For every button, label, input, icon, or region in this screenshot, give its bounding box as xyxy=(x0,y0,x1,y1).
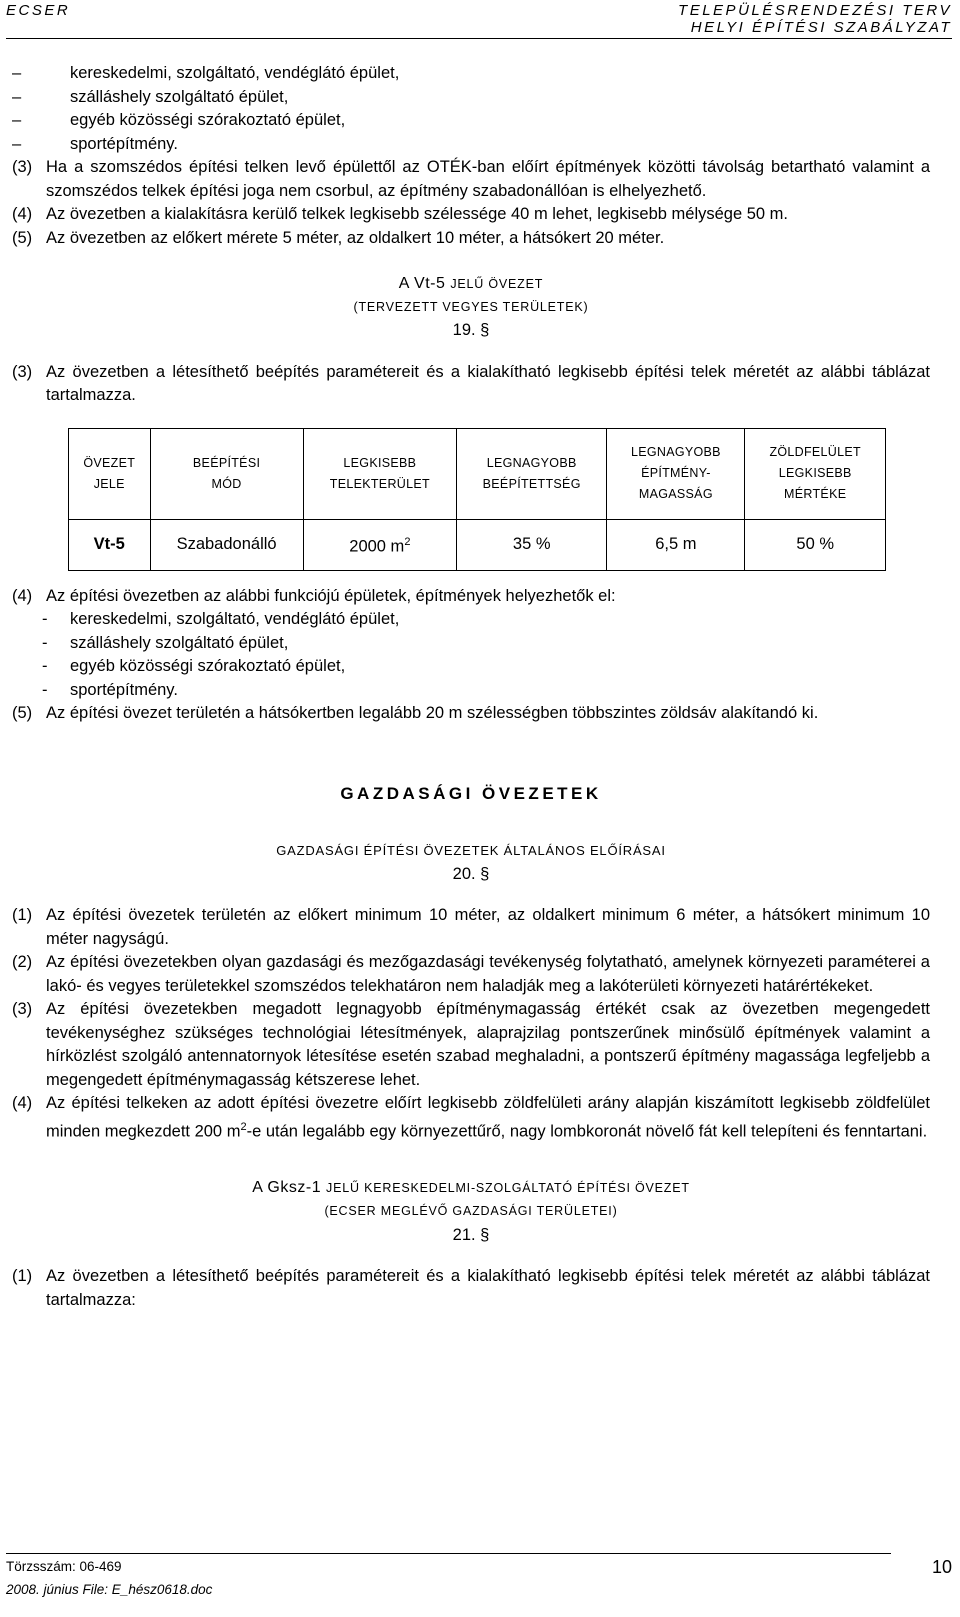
gazd-section-title: GAZDASÁGI ÖVEZETEK xyxy=(340,783,602,803)
list-item: - szálláshely szolgáltató épület, xyxy=(12,632,930,656)
paragraph-text: Az építési övezetben az alábbi funkciójú épületek, építmények helyezhetők el: xyxy=(46,586,616,605)
table-cell-height: 6,5 m xyxy=(607,519,745,570)
footer-file-info: 2008. június File: E_hész0618.doc xyxy=(6,1582,213,1597)
list-item: - kereskedelmi, szolgáltató, vendéglátó épület, xyxy=(12,608,930,632)
list-item: – sportépítmény. xyxy=(12,133,930,157)
header-right-line1: TELEPÜLÉSRENDEZÉSI TERV xyxy=(678,2,952,19)
paragraph xyxy=(12,1092,930,1144)
paragraph-number: (4) xyxy=(12,586,33,605)
table-cell-area: 2000 $m^2$ xyxy=(303,519,456,570)
table-header-cell: LEGNAGYOBB ÉPÍTMÉNY- MAGASSÁG xyxy=(607,428,745,519)
page-header xyxy=(6,0,952,40)
page-number: 10 xyxy=(931,1557,952,1577)
paragraph-text: Az építési övezetekben olyan gazdasági és mezőgazdasági tevékenység folytatható, amelynek környezeti paraméterei a lakó- és vegyes területekkel szomszédos telekhatáron nem haladják meg a lakóterületi környezeti határértékeket. xyxy=(46,953,930,995)
gksz-section-number: 21. § xyxy=(452,1225,490,1244)
gksz-subtitle: (ECSER MEGLÉVŐ GAZDASÁGI TERÜLETEI) xyxy=(324,1204,618,1218)
paragraph-number: (3) xyxy=(12,362,33,381)
intro-list xyxy=(12,62,930,156)
header-left: ECSER xyxy=(6,2,71,19)
footer-file-number: Törzsszám: 06-469 xyxy=(6,1559,122,1574)
paragraph-number: (4) xyxy=(12,1094,33,1112)
paragraph xyxy=(12,156,930,203)
paragraph-text: Az övezetben az előkert mérete 5 méter, az oldalkert 10 méter, a hátsókert 20 méter. xyxy=(46,228,665,247)
paragraph xyxy=(12,702,930,726)
table-header-row xyxy=(69,428,886,519)
vt5-subtitle: (TERVEZETT VEGYES TERÜLETEK) xyxy=(353,299,589,314)
table-header-cell: BEÉPÍTÉSI MÓD xyxy=(150,428,303,519)
table-cell-zone: Vt-5 xyxy=(69,519,151,570)
gksz-title-main: A Gksz-1 xyxy=(252,1178,327,1196)
paragraph-text: Az építési övezetekben megadott legnagyobb építménymagasság értékét csak az övezetben megengedett tevékenységhez szükséges technológiai létesítmények, alaprajzilag pontszerűnek minősülő építmények valamint a hírközlést szolgáló antennatornyok létesítése esetén szabad meghaladni, a pontszerű építmény magassága legfeljebb a megengedett építménymagasság kétszerese lehet. xyxy=(46,1000,930,1089)
paragraph-number: (1) xyxy=(12,906,33,924)
paragraph-text: Ha a szomszédos építési telken levő épülettől az OTÉK-ban előírt építmények közötti távolság betartható valamint a szomszédos telkek építési joga nem csorbul, az építmény szabadonállóan is elhelyezhető. xyxy=(46,158,930,200)
paragraph xyxy=(12,227,930,251)
paragraph xyxy=(12,1265,930,1312)
document-body xyxy=(12,62,930,1312)
paragraph-text: Az építési övezet területén a hátsókertben legalább 20 m szélességben többszintes zöldsáv alakítandó ki. xyxy=(46,704,819,722)
paragraph-number: (1) xyxy=(12,1267,33,1285)
list-item: – szálláshely szolgáltató épület, xyxy=(12,86,930,110)
header-rule xyxy=(6,38,952,39)
vt5-parameter-table xyxy=(68,428,886,571)
header-right xyxy=(678,2,952,36)
table-cell-coverage: 35 % xyxy=(457,519,607,570)
paragraph-number: (5) xyxy=(12,228,33,247)
paragraph xyxy=(12,585,930,609)
table-cell-mode: Szabadonálló xyxy=(150,519,303,570)
paragraph-text: Az építési övezetek területén az előkert minimum 10 méter, az oldalkert minimum 6 méter, a hátsókert minimum 10 méter nagyságú. xyxy=(46,906,930,948)
table-header-cell: LEGNAGYOBB BEÉPÍTETTSÉG xyxy=(457,428,607,519)
paragraph-number: (2) xyxy=(12,953,33,971)
paragraph-text: Az övezetben a létesíthető beépítés paramétereit és a kialakítható legkisebb építési telek méretét az alábbi táblázat tartalmazza: xyxy=(46,1267,930,1309)
vt5-title-rest: JELŰ ÖVEZET xyxy=(450,277,544,291)
paragraph-text: Az övezetben a létesíthető beépítés paramétereit és a kialakítható legkisebb építési telek méretét az alábbi táblázat tartalmazza. xyxy=(46,362,930,404)
table-header-cell: ZÖLDFELÜLET LEGKISEBB MÉRTÉKE xyxy=(745,428,886,519)
paragraph xyxy=(12,998,930,1092)
table-cell-green: 50 % xyxy=(745,519,886,570)
paragraph-text: Az építési telkeken az adott építési övezetre előírt legkisebb zöldfelületi arány alapján kiszámított legkisebb zöldfelület minden megkezdett 200 $m^2-e$ után legalább egy környezettűrő, nagy lombkoronát növelő fát kell telepíteni és fenntartani. xyxy=(46,1094,930,1140)
table-row xyxy=(69,519,886,570)
gksz-title xyxy=(12,1176,930,1201)
paragraph xyxy=(12,361,930,408)
list-item: - egyéb közösségi szórakoztató épület, xyxy=(12,655,930,679)
paragraph xyxy=(12,904,930,951)
paragraph-number: (3) xyxy=(12,1000,33,1018)
list-item: – kereskedelmi, szolgáltató, vendéglátó épület, xyxy=(12,62,930,86)
paragraph xyxy=(12,203,930,227)
paragraph xyxy=(12,951,930,998)
paragraph-number: (5) xyxy=(12,704,33,722)
header-right-line2: HELYI ÉPÍTÉSI SZABÁLYZAT xyxy=(690,19,952,36)
list-item: – egyéb közösségi szórakoztató épület, xyxy=(12,109,930,133)
gazd-subtitle: GAZDASÁGI ÉPÍTÉSI ÖVEZETEK ÁLTALÁNOS ELŐÍRÁSAI xyxy=(276,843,666,858)
vt5-function-list xyxy=(12,608,930,702)
table-header-cell: LEGKISEBB TELEKTERÜLET xyxy=(303,428,456,519)
table-header-cell: ÖVEZET JELE xyxy=(69,428,151,519)
vt5-title-main: A Vt-5 xyxy=(398,275,451,292)
paragraph-text: Az övezetben a kialakításra kerülő telkek legkisebb szélessége 40 m lehet, legkisebb mélysége 50 m. xyxy=(46,205,788,223)
footer-rule xyxy=(6,1553,891,1554)
page-footer xyxy=(6,1553,952,1613)
gksz-title-rest: JELŰ KERESKEDELMI-SZOLGÁLTATÓ ÉPÍTÉSI ÖVEZET xyxy=(326,1180,690,1195)
list-item: - sportépítmény. xyxy=(12,679,930,703)
gazd-section-number: 20. § xyxy=(452,864,490,883)
paragraph-number: (4) xyxy=(12,205,33,223)
vt5-section-number: 19. § xyxy=(452,321,490,339)
vt5-title xyxy=(12,272,930,297)
paragraph-number: (3) xyxy=(12,158,33,176)
